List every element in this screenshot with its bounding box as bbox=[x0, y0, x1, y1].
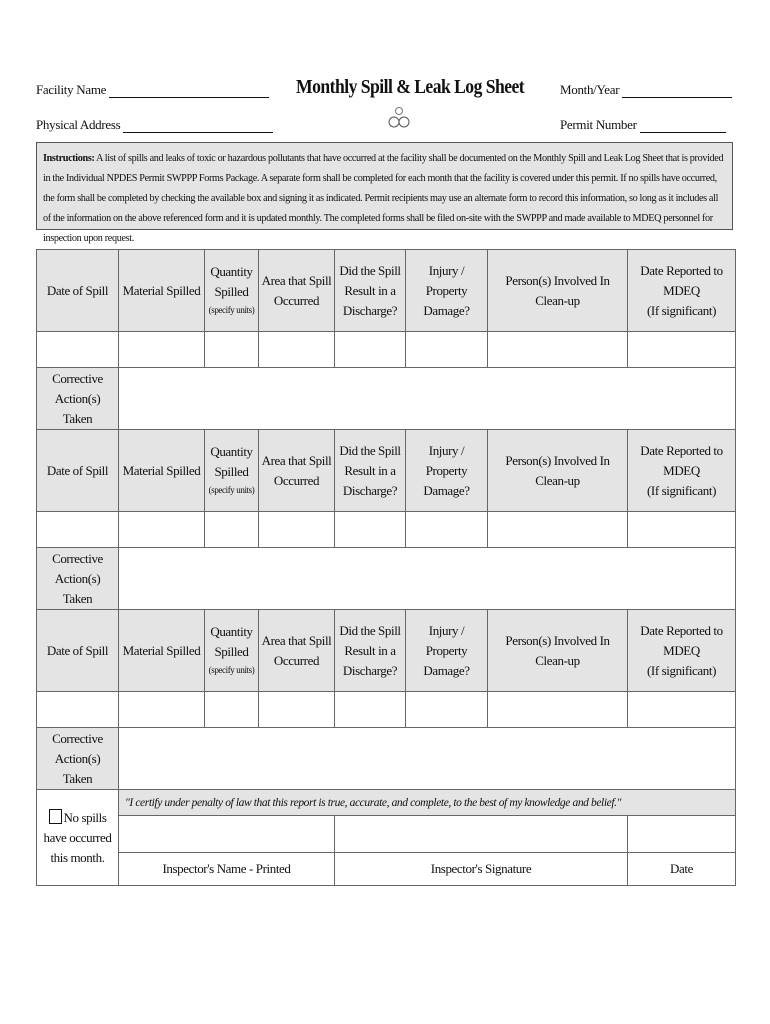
month-year-label: Month/Year bbox=[560, 82, 620, 97]
entry-cell[interactable] bbox=[37, 512, 119, 548]
col-reported bbox=[628, 250, 736, 332]
col-persons: Person(s) Involved In Clean-up bbox=[488, 430, 628, 512]
col-injury: Injury / Property Damage? bbox=[406, 610, 488, 692]
corrective-label: Corrective Action(s) Taken bbox=[37, 728, 119, 790]
corrective-row bbox=[37, 548, 736, 610]
reported-label: Date Reported to MDEQ bbox=[640, 622, 723, 658]
month-year-line[interactable] bbox=[622, 83, 732, 98]
entry-cell[interactable] bbox=[205, 692, 259, 728]
entry-row bbox=[37, 332, 736, 368]
reported-label: Date Reported to MDEQ bbox=[640, 262, 723, 298]
signature-label-row bbox=[37, 853, 736, 886]
corrective-cell[interactable] bbox=[119, 728, 736, 790]
col-persons: Person(s) Involved In Clean-up bbox=[488, 250, 628, 332]
col-injury: Injury / Property Damage? bbox=[406, 430, 488, 512]
corrective-cell[interactable] bbox=[119, 548, 736, 610]
col-quantity bbox=[205, 250, 259, 332]
date-label: Date bbox=[628, 853, 736, 886]
entry-cell[interactable] bbox=[628, 332, 736, 368]
col-discharge: Did the Spill Result in a Discharge? bbox=[335, 250, 406, 332]
inspector-name-label: Inspector's Name - Printed bbox=[119, 853, 335, 886]
col-material: Material Spilled bbox=[119, 250, 205, 332]
instructions-box bbox=[36, 142, 733, 244]
physical-address-field[interactable] bbox=[36, 117, 273, 133]
spill-log-table bbox=[36, 249, 736, 886]
instructions-lead: Instructions: bbox=[43, 153, 95, 164]
reported-note: (If significant) bbox=[646, 482, 717, 498]
permit-number-field[interactable] bbox=[560, 117, 726, 133]
entry-cell[interactable] bbox=[406, 692, 488, 728]
quantity-note: (specify units) bbox=[208, 305, 255, 315]
col-persons: Person(s) Involved In Clean-up bbox=[488, 610, 628, 692]
entry-cell[interactable] bbox=[335, 332, 406, 368]
signature-row bbox=[37, 816, 736, 853]
inspector-name-cell[interactable] bbox=[119, 816, 335, 853]
entry-cell[interactable] bbox=[119, 692, 205, 728]
entry-cell[interactable] bbox=[406, 512, 488, 548]
entry-row bbox=[37, 692, 736, 728]
quantity-label: Quantity Spilled bbox=[210, 264, 253, 299]
entry-cell[interactable] bbox=[335, 692, 406, 728]
certification-text: "I certify under penalty of law that this report is true, accurate, and complete, to the best of my knowledge and belief." bbox=[119, 790, 736, 816]
reported-label: Date Reported to MDEQ bbox=[640, 442, 723, 478]
page-title: Monthly Spill & Leak Log Sheet bbox=[296, 76, 525, 98]
entry-cell[interactable] bbox=[488, 512, 628, 548]
corrective-label: Corrective Action(s) Taken bbox=[37, 368, 119, 430]
entry-cell[interactable] bbox=[259, 692, 335, 728]
no-spills-label: No spills have occurred this month. bbox=[43, 809, 112, 865]
corrective-row bbox=[37, 728, 736, 790]
no-spills-cell bbox=[37, 790, 119, 886]
reported-note: (If significant) bbox=[646, 662, 717, 678]
date-cell[interactable] bbox=[628, 816, 736, 853]
entry-cell[interactable] bbox=[259, 332, 335, 368]
certification-row bbox=[37, 790, 736, 816]
col-area: Area that Spill Occurred bbox=[259, 430, 335, 512]
inspector-signature-cell[interactable] bbox=[335, 816, 628, 853]
col-injury: Injury / Property Damage? bbox=[406, 250, 488, 332]
facility-name-line[interactable] bbox=[109, 83, 269, 98]
corrective-row bbox=[37, 368, 736, 430]
quantity-label: Quantity Spilled bbox=[210, 444, 253, 479]
quantity-label: Quantity Spilled bbox=[210, 624, 253, 659]
seal-logo-icon bbox=[388, 106, 410, 135]
header-row bbox=[37, 430, 736, 512]
entry-cell[interactable] bbox=[205, 332, 259, 368]
col-area: Area that Spill Occurred bbox=[259, 250, 335, 332]
month-year-field[interactable] bbox=[560, 82, 732, 98]
instructions-text: A list of spills and leaks of toxic or hazardous pollutants that have occurred at the facility shall be documented on the Monthly Spill and Leak Log Sheet that is provided in the Individual NPDES Permit SWPPP Forms Package. A separate form shall be completed for each month that the facility is covered under this permit. If no spills have occurred, the form shall be completed by checking the available box and signing it as indicated. Permit recipients may use an alternate form to record this information, so long as it includes all of the information on the above referenced form and it is updated monthly. The completed forms shall be filed on-site with the SWPPP and made available to MDEQ personnel for inspection upon request. bbox=[43, 153, 724, 244]
col-area: Area that Spill Occurred bbox=[259, 610, 335, 692]
col-material: Material Spilled bbox=[119, 610, 205, 692]
header-row bbox=[37, 250, 736, 332]
quantity-note: (specify units) bbox=[208, 665, 255, 675]
entry-cell[interactable] bbox=[335, 512, 406, 548]
corrective-cell[interactable] bbox=[119, 368, 736, 430]
col-discharge: Did the Spill Result in a Discharge? bbox=[335, 610, 406, 692]
col-quantity bbox=[205, 430, 259, 512]
entry-cell[interactable] bbox=[628, 692, 736, 728]
facility-name-label: Facility Name bbox=[36, 82, 107, 97]
col-reported bbox=[628, 430, 736, 512]
entry-cell[interactable] bbox=[37, 332, 119, 368]
entry-cell[interactable] bbox=[406, 332, 488, 368]
entry-cell[interactable] bbox=[37, 692, 119, 728]
col-material: Material Spilled bbox=[119, 430, 205, 512]
entry-cell[interactable] bbox=[628, 512, 736, 548]
col-reported bbox=[628, 610, 736, 692]
entry-cell[interactable] bbox=[259, 512, 335, 548]
col-date: Date of Spill bbox=[37, 430, 119, 512]
entry-cell[interactable] bbox=[119, 332, 205, 368]
quantity-note: (specify units) bbox=[208, 485, 255, 495]
corrective-label: Corrective Action(s) Taken bbox=[37, 548, 119, 610]
col-date: Date of Spill bbox=[37, 250, 119, 332]
inspector-signature-label: Inspector's Signature bbox=[335, 853, 628, 886]
entry-cell[interactable] bbox=[119, 512, 205, 548]
reported-note: (If significant) bbox=[646, 302, 717, 318]
entry-cell[interactable] bbox=[205, 512, 259, 548]
entry-cell[interactable] bbox=[488, 332, 628, 368]
permit-number-line[interactable] bbox=[640, 118, 726, 133]
col-quantity bbox=[205, 610, 259, 692]
col-discharge: Did the Spill Result in a Discharge? bbox=[335, 430, 406, 512]
physical-address-label: Physical Address bbox=[36, 117, 121, 132]
col-date: Date of Spill bbox=[37, 610, 119, 692]
physical-address-line[interactable] bbox=[123, 118, 273, 133]
entry-cell[interactable] bbox=[488, 692, 628, 728]
entry-row bbox=[37, 512, 736, 548]
facility-name-field[interactable] bbox=[36, 82, 269, 98]
permit-number-label: Permit Number bbox=[560, 117, 637, 132]
no-spills-checkbox[interactable] bbox=[49, 809, 62, 824]
header-row bbox=[37, 610, 736, 692]
